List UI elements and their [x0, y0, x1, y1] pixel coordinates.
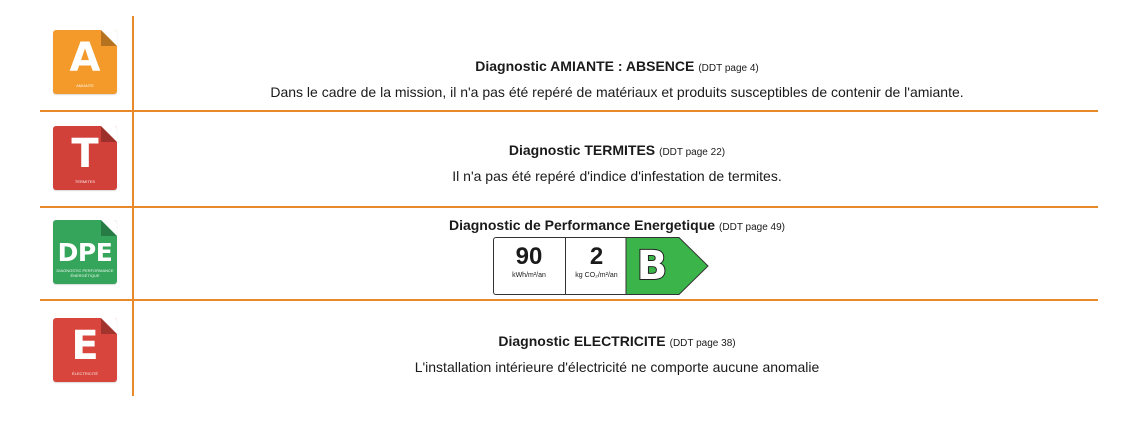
energy-value: 90 — [515, 243, 543, 270]
electricite-section — [136, 331, 1098, 377]
energy-consumption — [494, 238, 564, 294]
ges-unit: kg CO₂/m²/an — [575, 272, 618, 279]
icon-caption: DIAGNOSTIC PERFORMANCE ÉNERGÉTIQUE — [56, 268, 114, 278]
section-title — [136, 331, 1098, 354]
energy-unit: kWh/m²/an — [512, 272, 546, 279]
section-description: L'installation intérieure d'électricité ne comporte aucune anomalie — [414, 359, 820, 375]
icon-letter: T — [71, 131, 99, 177]
page-reference: (DDT page 4) — [698, 63, 759, 74]
section-title — [136, 56, 1098, 79]
icon-letter: A — [69, 35, 101, 81]
row-divider — [40, 299, 1098, 301]
energy-values-box — [493, 237, 626, 295]
amiante-section — [136, 56, 1098, 102]
termites-icon — [53, 126, 117, 190]
title-text: Diagnostic TERMITES — [508, 142, 656, 158]
section-description: Il n'a pas été repéré d'indice d'infestation de termites. — [452, 168, 782, 184]
title-text: Diagnostic de Performance Energetique — [448, 217, 716, 233]
dpe-section — [136, 215, 1098, 238]
amiante-icon — [53, 30, 117, 94]
row-divider — [40, 206, 1098, 208]
termites-section — [136, 140, 1098, 186]
icon-caption: ÉLECTRICITÉ — [71, 371, 98, 376]
icon-caption: TERMITES — [74, 179, 96, 184]
energy-class-letter: B — [636, 243, 668, 289]
icon-letter: DPE — [57, 238, 113, 267]
section-title — [136, 140, 1098, 163]
icon-caption: AMIANTE — [76, 83, 94, 88]
electricite-icon — [53, 318, 117, 382]
ges-value: 2 — [589, 243, 604, 270]
page-reference: (DDT page 22) — [659, 147, 726, 158]
section-title — [136, 215, 1098, 238]
icon-letter: E — [71, 323, 99, 369]
row-divider — [40, 110, 1098, 112]
energy-class-arrow — [625, 237, 709, 295]
ges-emission — [565, 238, 627, 294]
page-reference: (DDT page 38) — [669, 338, 736, 349]
title-text: Diagnostic AMIANTE : ABSENCE — [475, 58, 695, 74]
section-description: Dans le cadre de la mission, il n'a pas été repéré de matériaux et produits susceptibles de contenir de l'amiante. — [270, 84, 964, 100]
dpe-icon — [53, 220, 117, 284]
title-text: Diagnostic ELECTRICITE — [498, 333, 666, 349]
page-reference: (DDT page 49) — [719, 222, 786, 233]
energy-label — [493, 237, 709, 295]
